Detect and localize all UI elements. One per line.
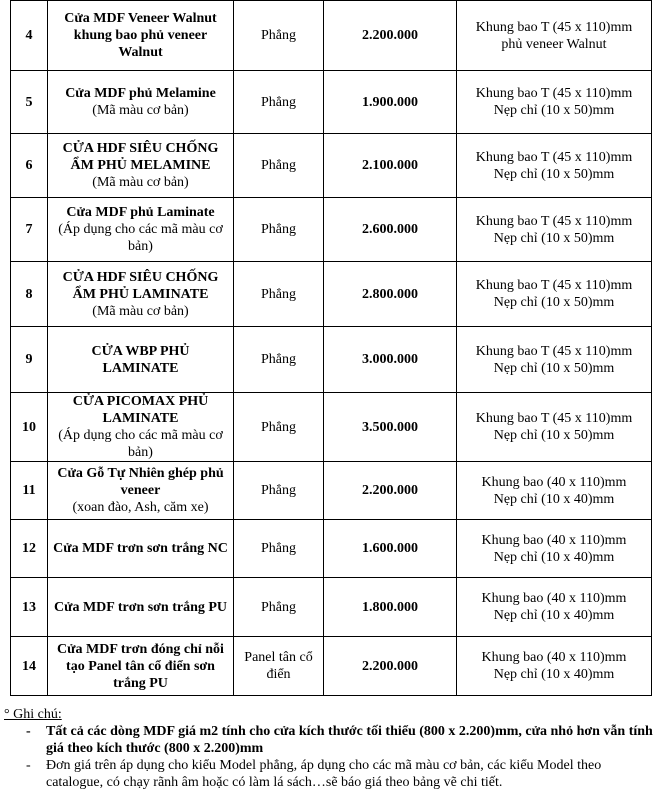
surface-model: Phẳng <box>234 393 324 462</box>
row-number: 13 <box>11 578 48 637</box>
table-row <box>11 1 652 71</box>
row-number: 4 <box>11 1 48 71</box>
row-number: 9 <box>11 327 48 393</box>
surface-model: Phẳng <box>234 520 324 578</box>
table-row <box>11 520 652 578</box>
table-row <box>11 578 652 637</box>
frame-spec-line: Khung bao T (45 x 110)mm <box>475 213 633 229</box>
frame-spec-line: Khung bao T (45 x 110)mm <box>475 411 633 426</box>
frame-spec-line: Khung bao (40 x 110)mm <box>481 650 627 665</box>
product-name-main: Cửa MDF trơn đóng chỉ nỗi tạo Panel tân cổ điển sơn trắng PU <box>57 641 224 691</box>
note-bullet: - <box>26 724 31 739</box>
product-name <box>48 1 234 71</box>
row-number: 7 <box>11 198 48 262</box>
frame-spec-line: Khung bao (40 x 110)mm <box>481 532 627 548</box>
product-name-main: Cửa MDF phủ Laminate <box>66 205 215 220</box>
product-name-note: (Áp dụng cho các mã màu cơ bản) <box>58 428 223 460</box>
frame-spec-line: Nẹp chỉ (10 x 50)mm <box>493 166 615 182</box>
surface-model: Phẳng <box>234 262 324 327</box>
table-row <box>11 393 652 462</box>
table-row <box>11 198 652 262</box>
unit-price: 2.800.000 <box>324 262 457 327</box>
row-number: 8 <box>11 262 48 327</box>
frame-spec <box>457 134 652 198</box>
frame-spec-line: Khung bao (40 x 110)mm <box>481 474 627 490</box>
frame-spec <box>457 520 652 578</box>
product-name-note: (Áp dụng cho các mã màu cơ bản) <box>58 222 223 254</box>
surface-model: Phẳng <box>234 198 324 262</box>
product-name <box>48 520 234 578</box>
frame-spec-line: Nẹp chỉ (10 x 50)mm <box>493 360 615 376</box>
product-name-main: Cửa MDF phủ Melamine <box>65 86 216 101</box>
surface-model: Phẳng <box>234 578 324 637</box>
product-name-main: Cửa Gỗ Tự Nhiên ghép phủ veneer <box>57 466 224 498</box>
note-bullet: - <box>26 758 31 773</box>
frame-spec <box>457 71 652 134</box>
frame-spec-line: Nẹp chỉ (10 x 50)mm <box>493 428 615 443</box>
product-name <box>48 327 234 393</box>
note-item <box>4 757 654 791</box>
frame-spec <box>457 393 652 462</box>
unit-price: 2.200.000 <box>324 1 457 71</box>
product-name <box>48 134 234 198</box>
table-row <box>11 327 652 393</box>
frame-spec <box>457 198 652 262</box>
unit-price: 1.800.000 <box>324 578 457 637</box>
product-name <box>48 637 234 696</box>
product-name <box>48 71 234 134</box>
frame-spec-line: Khung bao T (45 x 110)mm <box>475 278 633 293</box>
frame-spec-line: Nẹp chỉ (10 x 40)mm <box>493 608 615 623</box>
row-number: 14 <box>11 637 48 696</box>
frame-spec-line: Nẹp chỉ (10 x 40)mm <box>493 667 615 682</box>
frame-spec-line: Khung bao T (45 x 110)mm <box>475 86 633 101</box>
surface-model: Phẳng <box>234 134 324 198</box>
product-name <box>48 198 234 262</box>
row-number: 6 <box>11 134 48 198</box>
product-name <box>48 462 234 520</box>
table-body <box>11 1 652 696</box>
row-number: 11 <box>11 462 48 520</box>
product-name-note: (Mã màu cơ bản) <box>92 103 189 118</box>
unit-price: 2.600.000 <box>324 198 457 262</box>
unit-price: 2.200.000 <box>324 637 457 696</box>
frame-spec <box>457 262 652 327</box>
surface-model: Phẳng <box>234 327 324 393</box>
product-name <box>48 578 234 637</box>
table-row <box>11 134 652 198</box>
frame-spec-line: Nẹp chỉ (10 x 50)mm <box>493 230 615 246</box>
table-row <box>11 262 652 327</box>
product-name-note: (Mã màu cơ bản) <box>92 175 189 190</box>
product-name <box>48 393 234 462</box>
frame-spec <box>457 462 652 520</box>
frame-spec-line: Nẹp chỉ (10 x 40)mm <box>493 549 615 565</box>
unit-price: 2.200.000 <box>324 462 457 520</box>
table-row <box>11 462 652 520</box>
product-name-main: Cửa MDF trơn sơn trắng NC <box>53 541 228 556</box>
frame-spec <box>457 327 652 393</box>
surface-model: Phẳng <box>234 1 324 71</box>
notes-section <box>4 706 654 791</box>
table-row <box>11 637 652 696</box>
frame-spec-line: Nẹp chỉ (10 x 40)mm <box>493 491 615 507</box>
unit-price: 2.100.000 <box>324 134 457 198</box>
notes-list <box>4 723 654 791</box>
product-name-main: CỬA HDF SIÊU CHỐNG ẨM PHỦ LAMINATE <box>62 269 219 302</box>
product-name-main: Cửa MDF Veneer Walnut khung bao phủ veneer Walnut <box>64 11 217 60</box>
note-item <box>4 723 654 757</box>
note-text: Tất cả các dòng MDF giá m2 tính cho cửa kích thước tối thiểu (800 x 2.200)mm, cửa nhỏ hơn vẫn tính giá theo kích thước (800 x 2.200)mm <box>46 724 653 756</box>
frame-spec-line: Khung bao (40 x 110)mm <box>481 591 627 606</box>
notes-heading: ° Ghi chú: <box>4 707 62 722</box>
product-name-main: CỬA PICOMAX PHỦ LAMINATE <box>72 394 209 426</box>
unit-price: 1.900.000 <box>324 71 457 134</box>
product-name-note: (Mã màu cơ bản) <box>92 303 189 319</box>
note-text: Đơn giá trên áp dụng cho kiểu Model phẳng, áp dụng cho các mã màu cơ bản, các kiểu Model theo catalogue, có chạy rãnh âm hoặc có làm lá sách…sẽ báo giá theo bảng vẽ chi tiết. <box>46 758 602 790</box>
product-name-note: (xoan đào, Ash, căm xe) <box>72 500 209 515</box>
product-name-main: CỬA HDF SIÊU CHỐNG ẨM PHỦ MELAMINE <box>62 141 219 173</box>
product-name-main: Cửa MDF trơn sơn trắng PU <box>53 599 228 615</box>
frame-spec-line: Khung bao T (45 x 110)mm <box>475 149 633 165</box>
unit-price: 1.600.000 <box>324 520 457 578</box>
unit-price: 3.500.000 <box>324 393 457 462</box>
frame-spec-line: Nẹp chỉ (10 x 50)mm <box>493 103 615 118</box>
frame-spec-line: Khung bao T (45 x 110)mm <box>475 343 633 359</box>
frame-spec-line: Nẹp chỉ (10 x 50)mm <box>493 295 615 310</box>
product-name <box>48 262 234 327</box>
frame-spec <box>457 637 652 696</box>
unit-price: 3.000.000 <box>324 327 457 393</box>
row-number: 10 <box>11 393 48 462</box>
door-price-table <box>10 0 652 696</box>
frame-spec <box>457 1 652 71</box>
surface-model: Panel tân cổ điển <box>234 637 324 696</box>
surface-model: Phẳng <box>234 71 324 134</box>
product-name-main: CỬA WBP PHỦ LAMINATE <box>91 343 190 376</box>
row-number: 5 <box>11 71 48 134</box>
frame-spec <box>457 578 652 637</box>
table-row <box>11 71 652 134</box>
row-number: 12 <box>11 520 48 578</box>
frame-spec-line: phủ veneer Walnut <box>501 36 607 52</box>
frame-spec-line: Khung bao T (45 x 110)mm <box>475 19 633 35</box>
surface-model: Phẳng <box>234 462 324 520</box>
